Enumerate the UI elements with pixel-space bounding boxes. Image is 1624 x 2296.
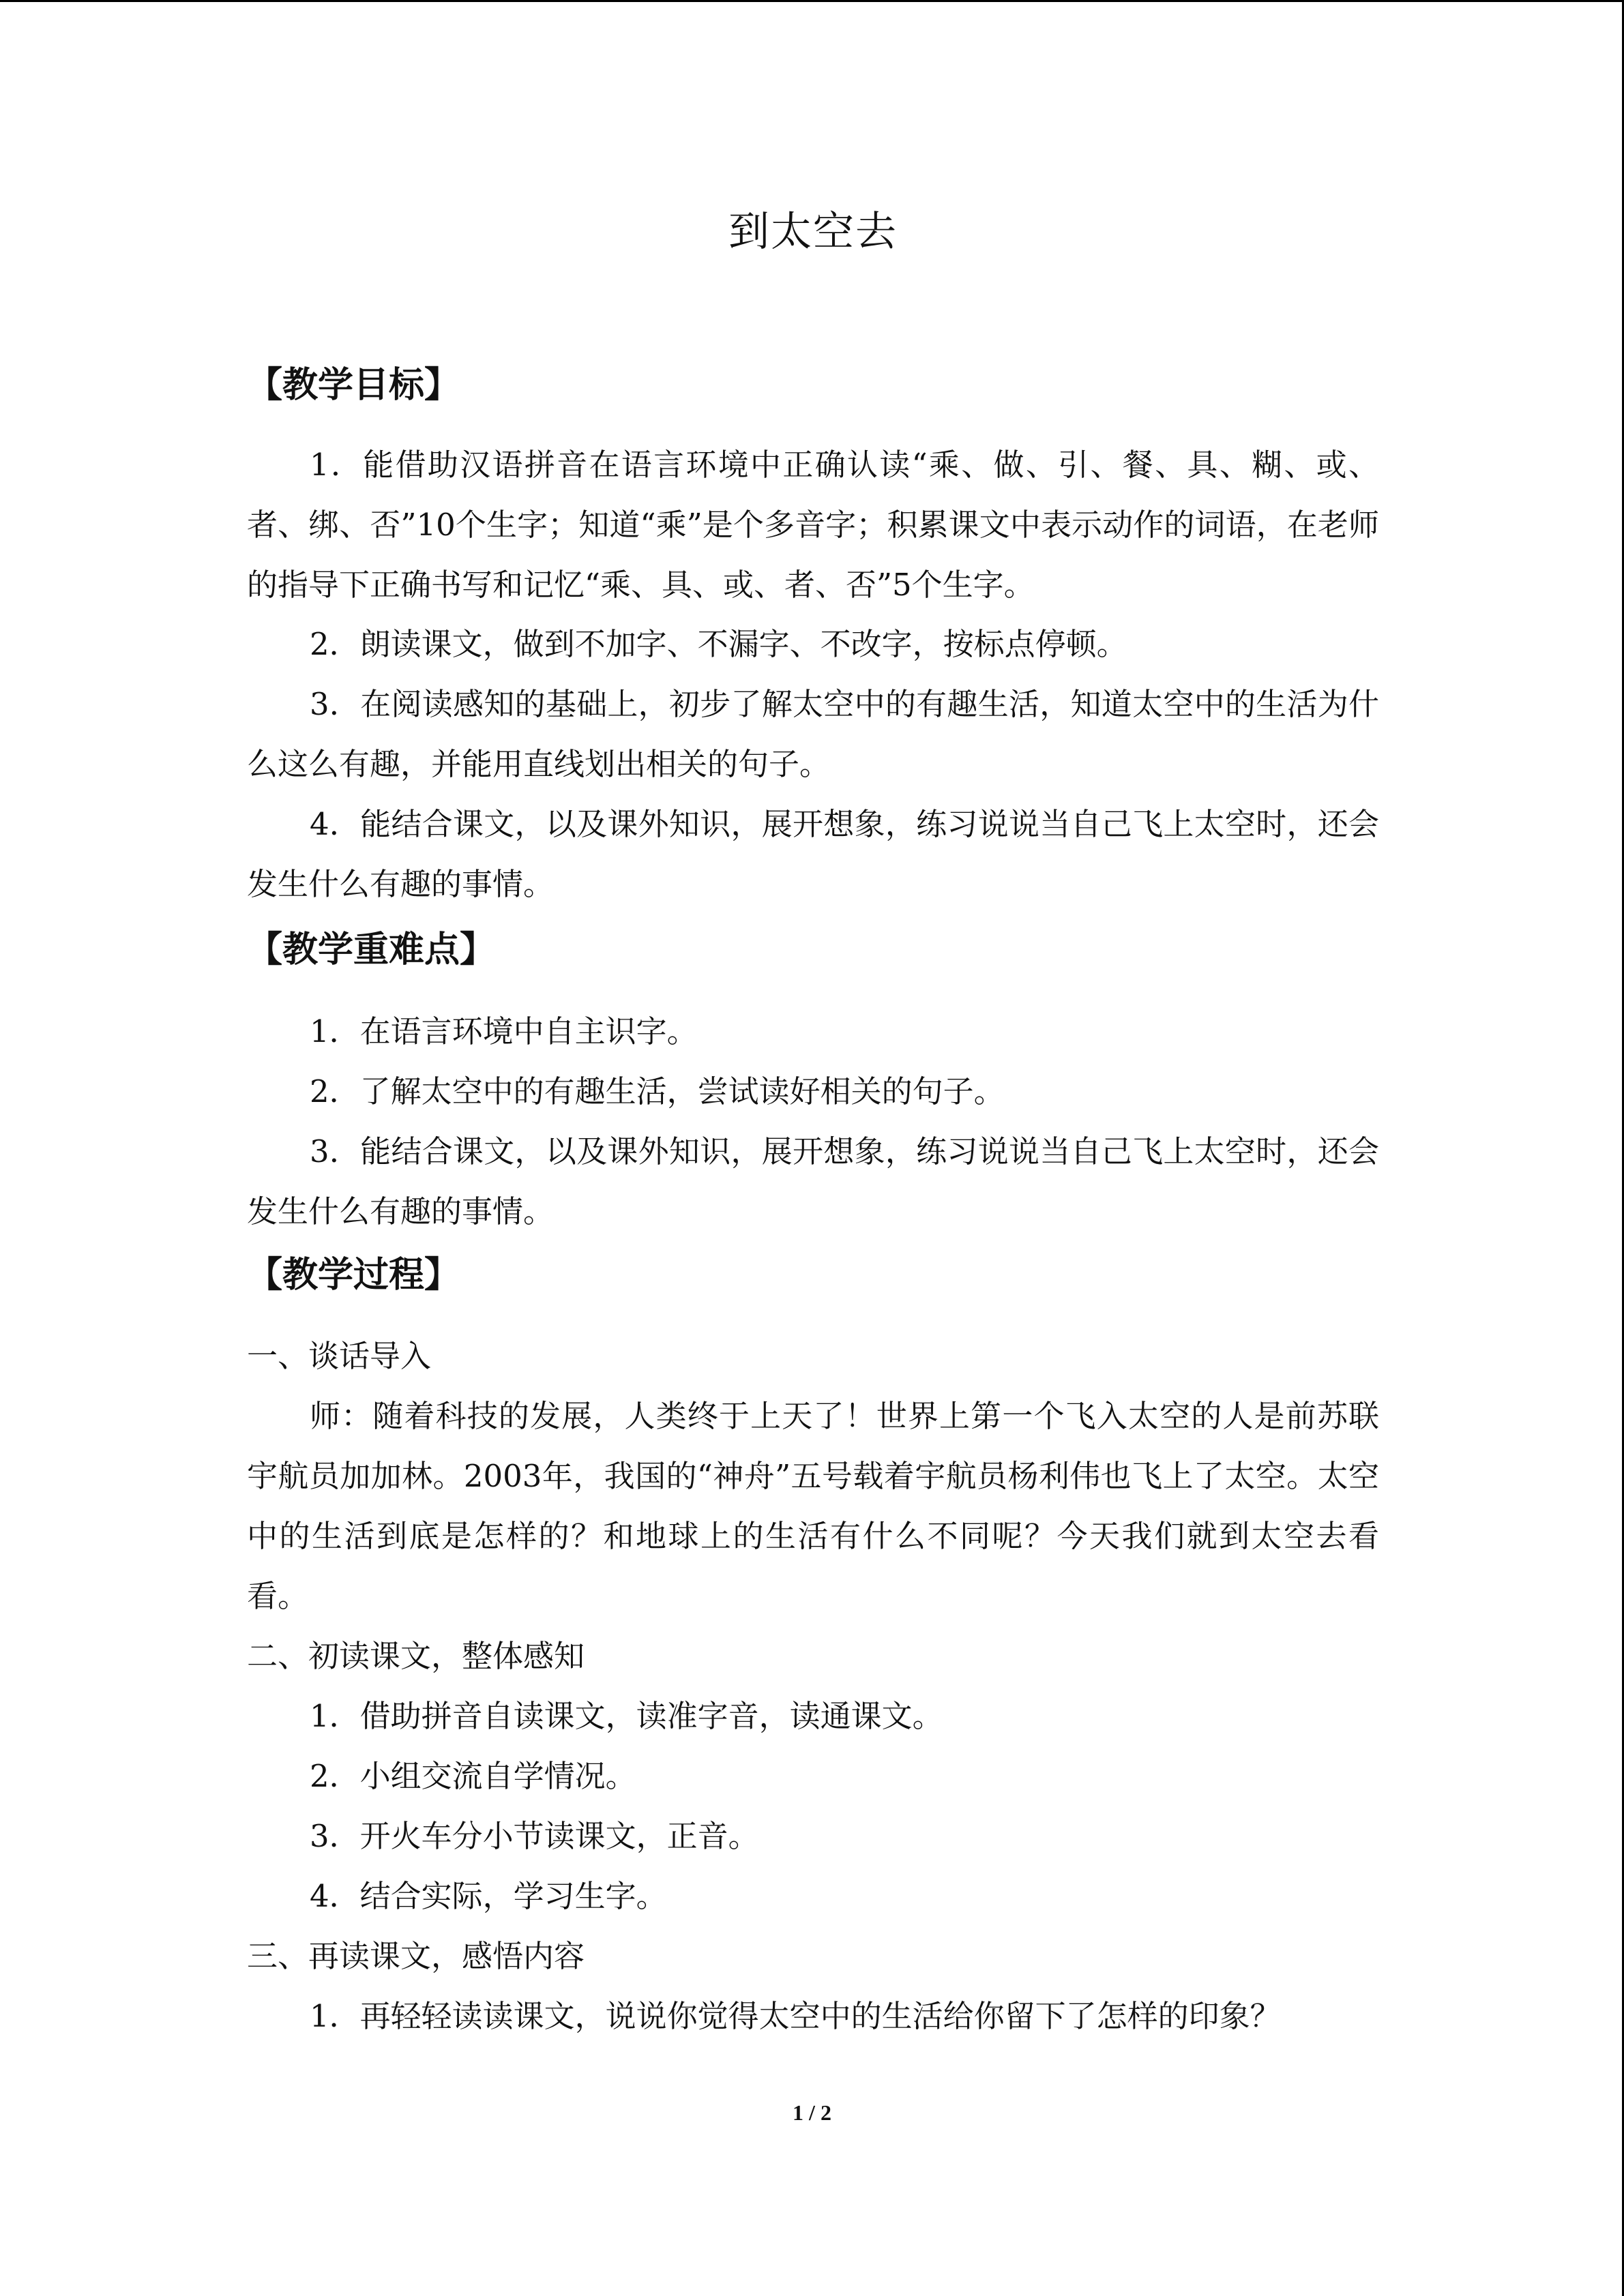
process-part1-text: 师：随着科技的发展，人类终于上天了！世界上第一个飞入太空的人是前苏联宇航员加加林。2003年，我国的“神舟”五号载着宇航员杨利伟也飞上了太空。太空中的生活到底是怎样的？和地球上的生活有什么不同呢？今天我们就到太空去看看。 bbox=[247, 1398, 1379, 1614]
goal-item-1: 1．能借助汉语拼音在语言环境中正确认读“乘、做、引、餐、具、糊、或、者、绑、否”10个生字；知道“乘”是个多音字；积累课文中表示动作的词语，在老师的指导下正确书写和记忆“乘、具、或、者、否”5个生字。 bbox=[247, 447, 1379, 603]
key-point-item-2: 2．了解太空中的有趣生活，尝试读好相关的句子。 bbox=[310, 1073, 1005, 1109]
section-heading-key-points: 【教学重难点】 bbox=[247, 929, 496, 970]
process-part2-item-2: 2．小组交流自学情况。 bbox=[310, 1758, 636, 1794]
process-part2-title: 二、初读课文，整体感知 bbox=[247, 1638, 585, 1674]
key-point-item-1: 1．在语言环境中自主识字。 bbox=[310, 1013, 698, 1049]
key-point-item-3: 3．能结合课文，以及课外知识，展开想象，练习说说当自己飞上太空时，还会发生什么有趣的事情。 bbox=[247, 1133, 1379, 1229]
process-part2-item-3: 3．开火车分小节读课文，正音。 bbox=[310, 1818, 759, 1854]
process-part2-item-1: 1．借助拼音自读课文，读准字音，读通课文。 bbox=[310, 1698, 943, 1734]
process-part2-item-4: 4．结合实际，学习生字。 bbox=[310, 1878, 667, 1914]
document-title: 到太空去 bbox=[728, 208, 898, 256]
page-number: 1 / 2 bbox=[793, 2100, 831, 2125]
goal-item-4: 4．能结合课文，以及课外知识，展开想象，练习说说当自己飞上太空时，还会发生什么有趣的事情。 bbox=[247, 806, 1379, 902]
process-part3-item-1: 1．再轻轻读读课文，说说你觉得太空中的生活给你留下了怎样的印象？ bbox=[310, 1998, 1281, 2034]
goal-item-3: 3．在阅读感知的基础上，初步了解太空中的有趣生活，知道太空中的生活为什么这么有趣，并能用直线划出相关的句子。 bbox=[247, 686, 1379, 782]
section-heading-goals: 【教学目标】 bbox=[247, 365, 460, 406]
process-part3-title: 三、再读课文，感悟内容 bbox=[247, 1938, 585, 1974]
goal-item-2: 2．朗读课文，做到不加字、不漏字、不改字，按标点停顿。 bbox=[310, 626, 1127, 662]
process-part1-title: 一、谈话导入 bbox=[247, 1338, 432, 1374]
section-heading-process: 【教学过程】 bbox=[247, 1255, 460, 1296]
